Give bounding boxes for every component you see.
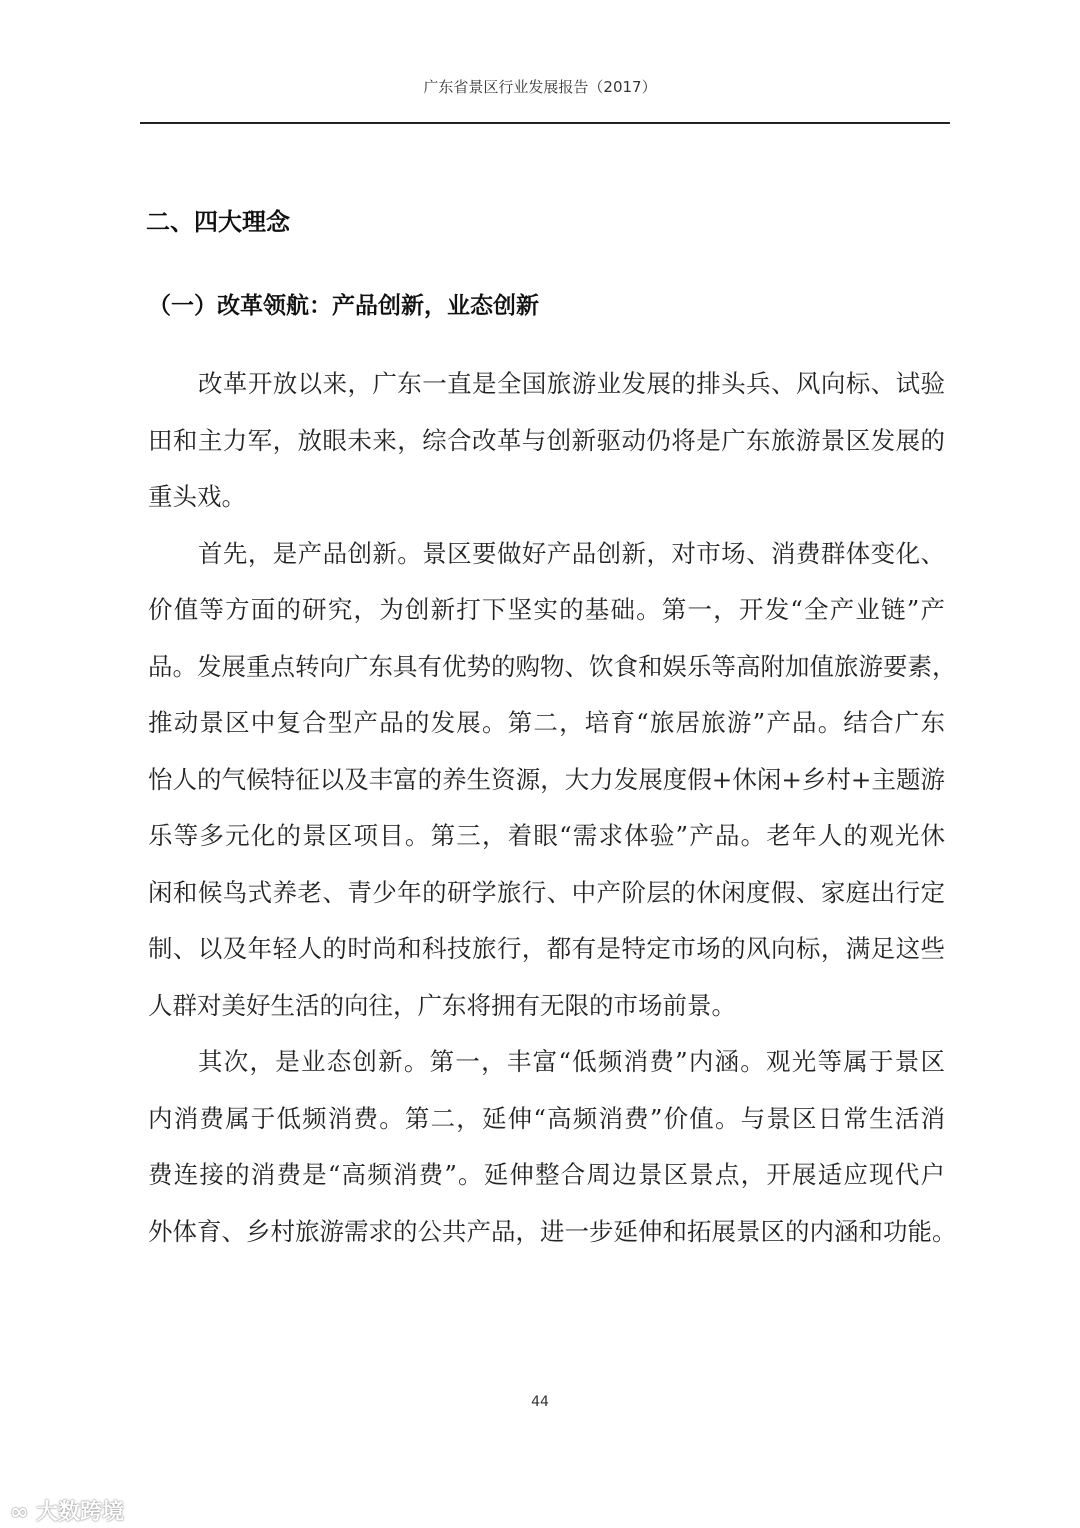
paragraph-line: 制、以及年轻人的时尚和科技旅行，都有是特定市场的风向标，满足这些 — [148, 934, 945, 963]
section-title: 二、四大理念 — [146, 208, 290, 236]
header-rule — [140, 122, 950, 124]
paragraph-line: 乐等多元化的景区项目。第三，着眼“需求体验”产品。老年人的观光休 — [148, 821, 945, 850]
paragraph-line: 内消费属于低频消费。第二，延伸“高频消费”价值。与景区日常生活消 — [148, 1103, 945, 1133]
paragraph-line: 品。发展重点转向广东具有优势的购物、饮食和娱乐等高附加值旅游要素， — [148, 651, 957, 681]
paragraph-line: 费连接的消费是“高频消费”。延伸整合周边景区景点，开展适应现代户 — [148, 1160, 945, 1189]
paragraph-line: 重头戏。 — [148, 482, 246, 511]
paragraph-line: 田和主力军，放眼未来，综合改革与创新驱动仍将是广东旅游景区发展的 — [148, 425, 945, 455]
subsection-title: （一）改革领航：产品创新，业态创新 — [148, 293, 539, 319]
paragraph-line: 改革开放以来，广东一直是全国旅游业发展的排头兵、风向标、试验 — [198, 369, 945, 398]
running-header: 广东省景区行业发展报告（2017） — [423, 78, 657, 96]
paragraph-line: 价值等方面的研究，为创新打下坚实的基础。第一，开发“全产业链”产 — [148, 595, 945, 624]
paragraph-line: 闲和候鸟式养老、青少年的研学旅行、中产阶层的休闲度假、家庭出行定 — [148, 877, 945, 907]
paragraph-line: 人群对美好生活的向往，广东将拥有无限的市场前景。 — [148, 990, 736, 1020]
watermark-text: 大数跨境 — [36, 1500, 125, 1525]
body-text — [148, 364, 957, 1268]
paragraph-line: 首先，是产品创新。景区要做好产品创新，对市场、消费群体变化、 — [198, 538, 945, 568]
paragraph-line: 其次，是业态创新。第一，丰富“低频消费”内涵。观光等属于景区 — [198, 1047, 945, 1076]
page-number: 44 — [531, 1394, 549, 1410]
paragraph-line: 怡人的气候特征以及丰富的养生资源，大力发展度假+休闲+乡村+主题游 — [148, 764, 945, 794]
paragraph-line: 外体育、乡村旅游需求的公共产品，进一步延伸和拓展景区的内涵和功能。 — [148, 1216, 957, 1246]
paragraph-line: 推动景区中复合型产品的发展。第二，培育“旅居旅游”产品。结合广东 — [148, 708, 945, 737]
watermark-logo: ∞ 大数跨境 — [10, 1500, 125, 1525]
